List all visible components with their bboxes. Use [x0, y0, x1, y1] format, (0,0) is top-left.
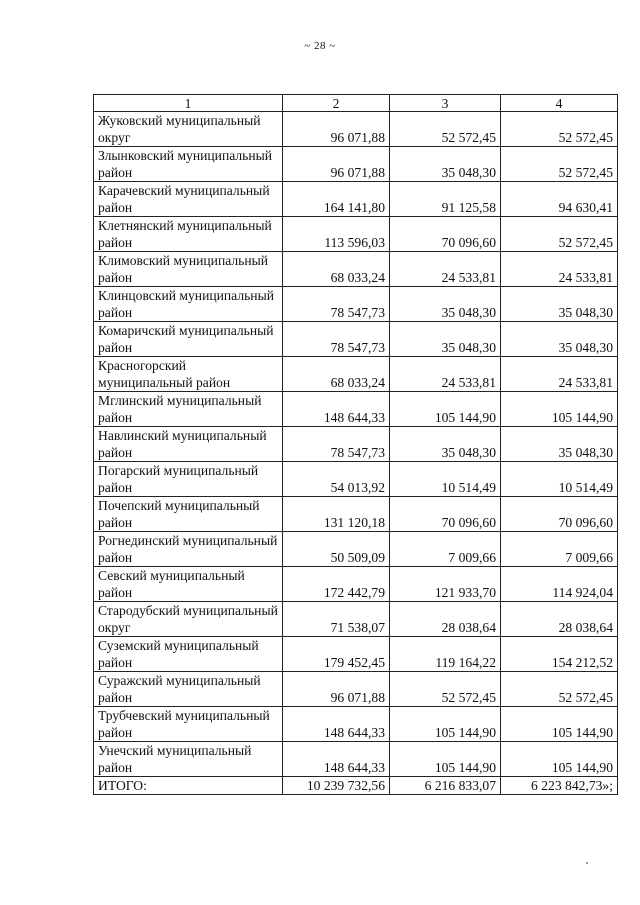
value-col2-cell: 179 452,45	[283, 637, 390, 672]
value-col2-cell: 78 547,73	[283, 427, 390, 462]
value-col2-cell: 54 013,92	[283, 462, 390, 497]
value-col4-cell: 52 572,45	[501, 147, 618, 182]
value-col4-cell: 52 572,45	[501, 672, 618, 707]
value-col2-cell: 96 071,88	[283, 112, 390, 147]
district-name-cell: Суземский муниципальный район	[94, 637, 283, 672]
total-value-col2: 10 239 732,56	[283, 777, 390, 795]
table-row	[94, 427, 618, 462]
table-header-row	[94, 95, 618, 112]
table-row	[94, 567, 618, 602]
value-col2-cell: 172 442,79	[283, 567, 390, 602]
value-col3-cell: 105 144,90	[390, 742, 501, 777]
value-col3-cell: 10 514,49	[390, 462, 501, 497]
table-row	[94, 602, 618, 637]
value-col2-cell: 71 538,07	[283, 602, 390, 637]
district-name-cell: Клинцовский муниципальный район	[94, 287, 283, 322]
value-col3-cell: 121 933,70	[390, 567, 501, 602]
column-header: 2	[283, 95, 390, 112]
value-col4-cell: 35 048,30	[501, 287, 618, 322]
district-name-cell: Мглинский муниципальный район	[94, 392, 283, 427]
value-col4-cell: 28 038,64	[501, 602, 618, 637]
table-row	[94, 497, 618, 532]
district-name-cell: Погарский муниципальный район	[94, 462, 283, 497]
table-row	[94, 322, 618, 357]
value-col3-cell: 70 096,60	[390, 217, 501, 252]
value-col3-cell: 28 038,64	[390, 602, 501, 637]
value-col2-cell: 68 033,24	[283, 357, 390, 392]
district-name-cell: Унечский муниципальный район	[94, 742, 283, 777]
table-row	[94, 252, 618, 287]
value-col2-cell: 113 596,03	[283, 217, 390, 252]
value-col2-cell: 78 547,73	[283, 287, 390, 322]
column-header: 1	[94, 95, 283, 112]
value-col4-cell: 35 048,30	[501, 427, 618, 462]
table-body	[94, 112, 618, 777]
table-row	[94, 182, 618, 217]
district-name-cell: Трубчевский муниципальный район	[94, 707, 283, 742]
value-col2-cell: 148 644,33	[283, 392, 390, 427]
district-name-cell: Рогнединский муниципальный район	[94, 532, 283, 567]
value-col3-cell: 35 048,30	[390, 322, 501, 357]
district-name-cell: Навлинский муниципальный район	[94, 427, 283, 462]
table-row	[94, 217, 618, 252]
total-row	[94, 777, 618, 795]
value-col4-cell: 154 212,52	[501, 637, 618, 672]
value-col3-cell: 52 572,45	[390, 112, 501, 147]
table-row	[94, 532, 618, 567]
value-col3-cell: 105 144,90	[390, 707, 501, 742]
value-col3-cell: 119 164,22	[390, 637, 501, 672]
value-col4-cell: 70 096,60	[501, 497, 618, 532]
value-col4-cell: 105 144,90	[501, 707, 618, 742]
value-col2-cell: 164 141,80	[283, 182, 390, 217]
value-col4-cell: 24 533,81	[501, 357, 618, 392]
value-col3-cell: 24 533,81	[390, 252, 501, 287]
value-col4-cell: 24 533,81	[501, 252, 618, 287]
value-col2-cell: 148 644,33	[283, 742, 390, 777]
district-name-cell: Суражский муниципальный район	[94, 672, 283, 707]
column-header: 4	[501, 95, 618, 112]
value-col3-cell: 7 009,66	[390, 532, 501, 567]
value-col3-cell: 35 048,30	[390, 147, 501, 182]
value-col2-cell: 96 071,88	[283, 147, 390, 182]
value-col2-cell: 131 120,18	[283, 497, 390, 532]
district-name-cell: Климовский муниципальный район	[94, 252, 283, 287]
value-col4-cell: 35 048,30	[501, 322, 618, 357]
table-row	[94, 707, 618, 742]
district-name-cell: Злынковский муниципальный район	[94, 147, 283, 182]
scan-speck	[586, 862, 588, 864]
value-col2-cell: 68 033,24	[283, 252, 390, 287]
table-row	[94, 287, 618, 322]
value-col3-cell: 24 533,81	[390, 357, 501, 392]
value-col3-cell: 105 144,90	[390, 392, 501, 427]
value-col4-cell: 10 514,49	[501, 462, 618, 497]
value-col4-cell: 105 144,90	[501, 742, 618, 777]
value-col2-cell: 78 547,73	[283, 322, 390, 357]
value-col4-cell: 105 144,90	[501, 392, 618, 427]
table-row	[94, 357, 618, 392]
page-number: ~ 28 ~	[304, 40, 336, 52]
table-row	[94, 637, 618, 672]
district-name-cell: Стародубский муниципальный округ	[94, 602, 283, 637]
value-col2-cell: 148 644,33	[283, 707, 390, 742]
value-col4-cell: 7 009,66	[501, 532, 618, 567]
value-col4-cell: 114 924,04	[501, 567, 618, 602]
district-name-cell: Комаричский муниципальный район	[94, 322, 283, 357]
table-row	[94, 392, 618, 427]
table-row	[94, 147, 618, 182]
value-col2-cell: 96 071,88	[283, 672, 390, 707]
total-label: ИТОГО:	[94, 777, 283, 795]
district-name-cell: Красногорский муниципальный район	[94, 357, 283, 392]
district-name-cell: Почепский муниципальный район	[94, 497, 283, 532]
value-col2-cell: 50 509,09	[283, 532, 390, 567]
table-row	[94, 112, 618, 147]
value-col3-cell: 52 572,45	[390, 672, 501, 707]
district-name-cell: Клетнянский муниципальный район	[94, 217, 283, 252]
value-col4-cell: 52 572,45	[501, 217, 618, 252]
district-name-cell: Карачевский муниципальный район	[94, 182, 283, 217]
column-header: 3	[390, 95, 501, 112]
total-value-col4: 6 223 842,73»;	[501, 777, 618, 795]
allocation-table	[93, 94, 618, 795]
table-row	[94, 462, 618, 497]
value-col4-cell: 52 572,45	[501, 112, 618, 147]
value-col3-cell: 35 048,30	[390, 287, 501, 322]
value-col3-cell: 91 125,58	[390, 182, 501, 217]
value-col4-cell: 94 630,41	[501, 182, 618, 217]
value-col3-cell: 35 048,30	[390, 427, 501, 462]
table-row	[94, 742, 618, 777]
value-col3-cell: 70 096,60	[390, 497, 501, 532]
table-row	[94, 672, 618, 707]
district-name-cell: Жуковский муниципальный округ	[94, 112, 283, 147]
district-name-cell: Севский муниципальный район	[94, 567, 283, 602]
total-value-col3: 6 216 833,07	[390, 777, 501, 795]
